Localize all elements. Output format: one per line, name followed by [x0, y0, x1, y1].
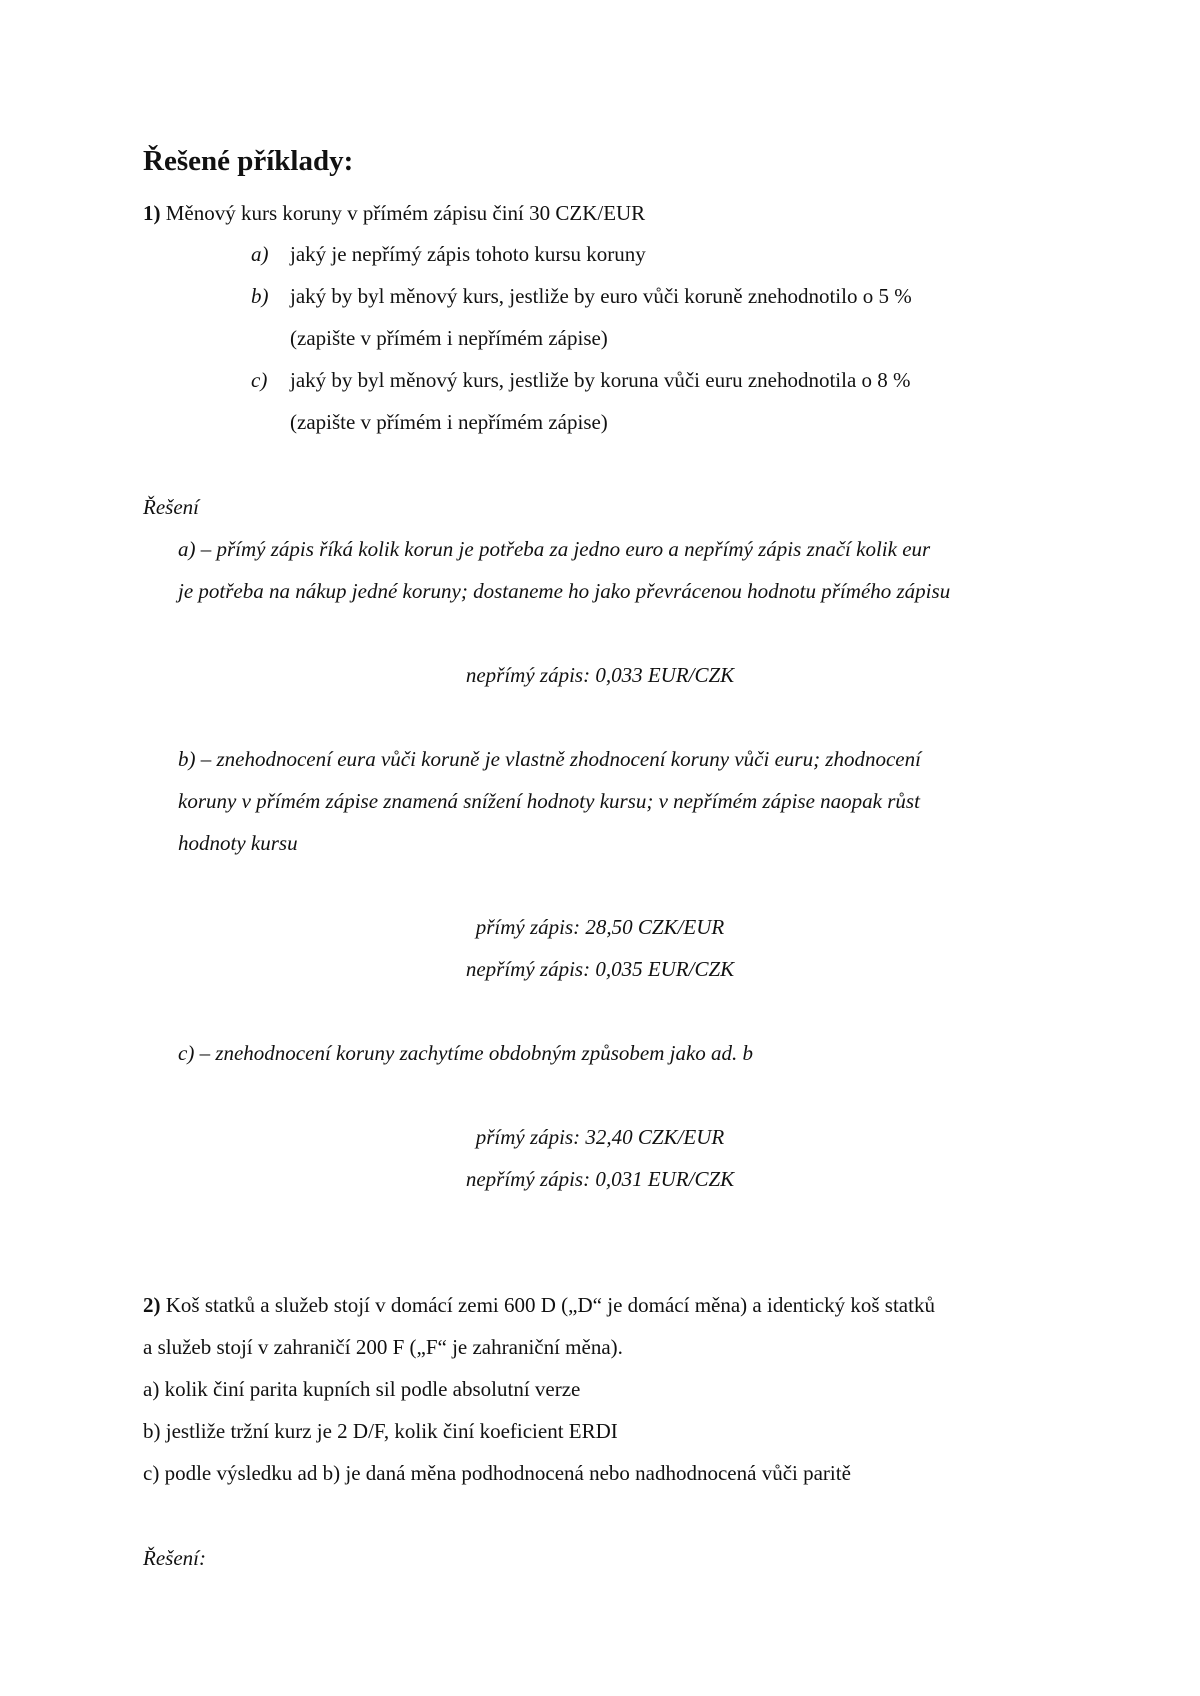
problem-2-item-c: c) podle výsledku ad b) je daná měna podhodnocená nebo nadhodnocená vůči paritě — [143, 1461, 851, 1485]
solution-1-title: Řešení — [143, 495, 199, 519]
problem-1-item-c-text-cont: (zapište v přímém i nepřímém zápise) — [290, 410, 608, 434]
solution-1a-line-1: a) – přímý zápis říká kolik korun je potřeba za jedno euro a nepřímý zápis značí kolik eur — [178, 537, 931, 561]
problem-1-item-b-text-cont: (zapište v přímém i nepřímém zápise) — [290, 326, 608, 350]
solution-1b-line-1: b) – znehodnocení eura vůči koruně je vlastně zhodnocení koruny vůči euru; zhodnocení — [178, 747, 921, 771]
problem-1-item-c-text: jaký by byl měnový kurs, jestliže by koruna vůči euru znehodnotila o 8 % — [290, 368, 911, 392]
page-heading: Řešené příklady: — [143, 145, 354, 177]
solution-1b-result-indirect: nepřímý zápis: 0,035 EUR/CZK — [465, 957, 735, 981]
solution-1a-result: nepřímý zápis: 0,033 EUR/CZK — [465, 663, 735, 687]
problem-1-item-b-text: jaký by byl měnový kurs, jestliže by euro vůči koruně znehodnotilo o 5 % — [290, 284, 912, 308]
problem-1-item-c-label: c) — [251, 368, 268, 392]
solution-1c-line: c) – znehodnocení koruny zachytíme obdobným způsobem jako ad. b — [178, 1041, 754, 1065]
problem-2-statement-line-1 — [143, 1292, 935, 1318]
problem-2-number: 2) — [143, 1293, 161, 1317]
problem-2-text-1: Koš statků a služeb stojí v domácí zemi 600 D („D“ je domácí měna) a identický koš statků — [160, 1293, 935, 1317]
problem-1-number: 1) — [143, 201, 161, 225]
solution-1b-result-direct: přímý zápis: 28,50 CZK/EUR — [475, 915, 725, 939]
problem-1-item-a-label: a) — [251, 242, 269, 266]
problem-2-item-a: a) kolik činí parita kupních sil podle absolutní verze — [143, 1377, 581, 1401]
problem-1-item-a-text: jaký je nepřímý zápis tohoto kursu koruny — [290, 242, 646, 266]
problem-1-statement — [143, 200, 645, 226]
solution-1c-result-indirect: nepřímý zápis: 0,031 EUR/CZK — [465, 1167, 735, 1191]
problem-2-item-b: b) jestliže tržní kurz je 2 D/F, kolik činí koeficient ERDI — [143, 1419, 618, 1443]
problem-2-statement-line-2: a služeb stojí v zahraničí 200 F („F“ je zahraniční měna). — [143, 1335, 623, 1359]
solution-1a-line-2: je potřeba na nákup jedné koruny; dostaneme ho jako převrácenou hodnotu přímého zápisu — [178, 579, 951, 603]
solution-2-title: Řešení: — [143, 1546, 206, 1570]
problem-1-item-b-label: b) — [251, 284, 269, 308]
solution-1b-line-3: hodnoty kursu — [178, 831, 298, 855]
problem-1-text: Měnový kurs koruny v přímém zápisu činí 30 CZK/EUR — [160, 201, 646, 225]
solution-1b-line-2: koruny v přímém zápise znamená snížení hodnoty kursu; v nepřímém zápise naopak růst — [178, 789, 920, 813]
solution-1c-result-direct: přímý zápis: 32,40 CZK/EUR — [475, 1125, 725, 1149]
